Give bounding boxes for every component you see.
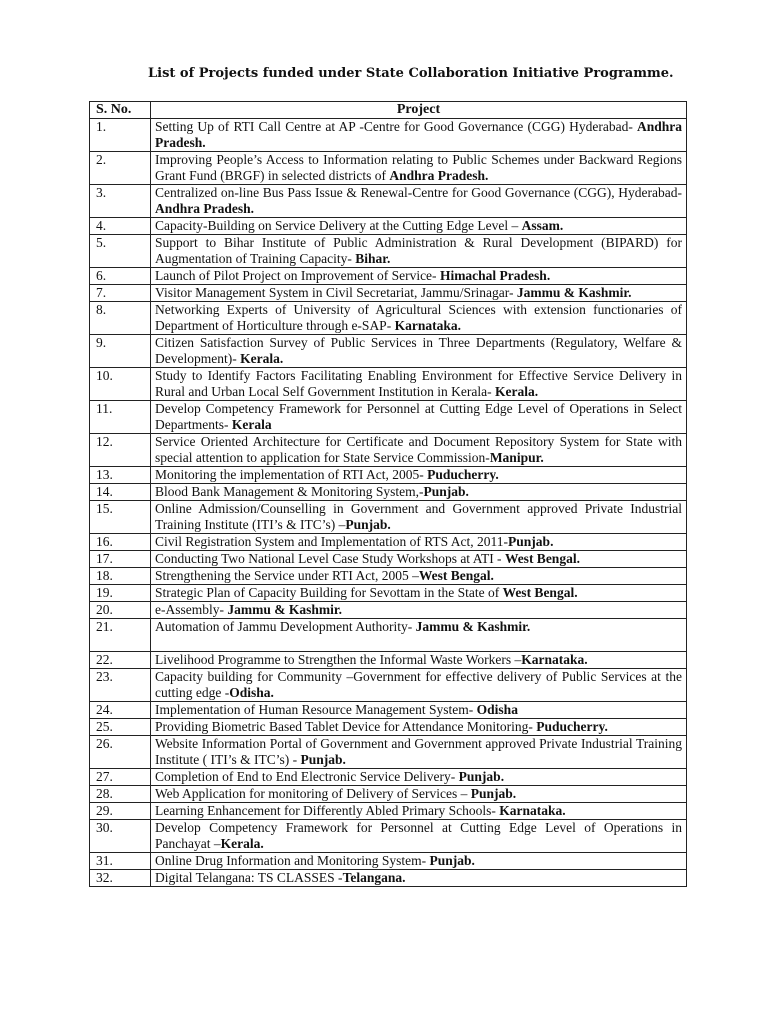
project-state: Punjab bbox=[300, 752, 343, 767]
table-row bbox=[90, 585, 687, 602]
row-number: 23. bbox=[90, 669, 151, 702]
row-number: 11. bbox=[90, 401, 151, 434]
project-description bbox=[151, 335, 687, 368]
table-row bbox=[90, 803, 687, 820]
row-number: 3. bbox=[90, 185, 151, 218]
project-state: Punjab bbox=[345, 517, 388, 532]
project-state-period: . bbox=[550, 534, 554, 549]
project-state-period: . bbox=[471, 853, 475, 868]
project-description bbox=[151, 568, 687, 585]
row-number: 24. bbox=[90, 702, 151, 719]
row-number: 12. bbox=[90, 434, 151, 467]
project-text: Strategic Plan of Capacity Building for Sevottam in the State of bbox=[155, 585, 503, 600]
table-body bbox=[90, 119, 687, 887]
project-description bbox=[151, 119, 687, 152]
project-text: Develop Competency Framework for Personnel at Cutting Edge Level of Operations in Select Departments- bbox=[155, 401, 682, 432]
project-description bbox=[151, 820, 687, 853]
project-state: Karnataka bbox=[499, 803, 563, 818]
table-row bbox=[90, 119, 687, 152]
project-text: Centralized on-line Bus Pass Issue & Renewal-Centre for Good Governance (CGG), Hyderabad- bbox=[155, 185, 682, 200]
project-state: Bihar bbox=[355, 251, 388, 266]
row-number: 20. bbox=[90, 602, 151, 619]
table-row bbox=[90, 185, 687, 218]
row-number: 7. bbox=[90, 285, 151, 302]
project-state: Manipur bbox=[489, 450, 541, 465]
project-text: Providing Biometric Based Tablet Device for Attendance Monitoring- bbox=[155, 719, 537, 734]
project-description bbox=[151, 786, 687, 803]
project-state: Karnataka bbox=[394, 318, 458, 333]
table-row bbox=[90, 786, 687, 803]
project-state: Jammu & Kashmir bbox=[415, 619, 527, 634]
project-state: Kerala bbox=[220, 836, 261, 851]
project-text: Service Oriented Architecture for Certificate and Document Repository System for State with special attention to application for State Service Commission- bbox=[155, 434, 682, 465]
project-state-period: . bbox=[574, 585, 578, 600]
project-state: Karnataka bbox=[521, 652, 585, 667]
project-text: Website Information Portal of Government and Government approved Private Industrial Training Institute ( ITI’s & ITC’s) - bbox=[155, 736, 682, 767]
row-number: 15. bbox=[90, 501, 151, 534]
project-text: Civil Registration System and Implementation of RTS Act, 2011- bbox=[155, 534, 509, 549]
table-row bbox=[90, 268, 687, 285]
project-state: West Bengal bbox=[504, 551, 577, 566]
project-text: Launch of Pilot Project on Improvement of Service- bbox=[155, 268, 440, 283]
project-state: Himachal Pradesh bbox=[439, 268, 547, 283]
row-number: 18. bbox=[90, 568, 151, 585]
table-row bbox=[90, 534, 687, 551]
row-number: 19. bbox=[90, 585, 151, 602]
project-state-period: . bbox=[526, 619, 531, 634]
project-state-period: . bbox=[279, 351, 284, 366]
row-number: 16. bbox=[90, 534, 151, 551]
table-row bbox=[90, 484, 687, 501]
project-state: Puducherry bbox=[427, 467, 496, 482]
projects-table bbox=[89, 101, 687, 887]
project-text: Digital Telangana: TS CLASSES - bbox=[155, 870, 343, 885]
project-text: e-Assembly- bbox=[155, 602, 228, 617]
table-row bbox=[90, 467, 687, 484]
row-number: 8. bbox=[90, 302, 151, 335]
project-description bbox=[151, 853, 687, 870]
row-number: 32. bbox=[90, 870, 151, 887]
project-state: West Bengal bbox=[418, 568, 491, 583]
project-description bbox=[151, 702, 687, 719]
project-description bbox=[151, 602, 687, 619]
project-description bbox=[151, 719, 687, 736]
project-state-period: . bbox=[500, 769, 505, 784]
table-row bbox=[90, 368, 687, 401]
project-description bbox=[151, 803, 687, 820]
table-row bbox=[90, 551, 687, 568]
table-row bbox=[90, 152, 687, 185]
project-state-period: . bbox=[534, 384, 539, 399]
project-state-period: . bbox=[465, 484, 469, 499]
project-description bbox=[151, 652, 687, 669]
project-text: Capacity-Building on Service Delivery at the Cutting Edge Level – bbox=[155, 218, 522, 233]
row-number: 31. bbox=[90, 853, 151, 870]
project-description bbox=[151, 152, 687, 185]
row-number: 5. bbox=[90, 235, 151, 268]
project-state-period: . bbox=[485, 168, 489, 183]
project-state-period: . bbox=[387, 251, 391, 266]
project-text: Networking Experts of University of Agricultural Sciences with extension functionaries of Department of Horticulture through e-SAP- bbox=[155, 302, 682, 333]
project-description bbox=[151, 467, 687, 484]
project-text: Visitor Management System in Civil Secretariat, Jammu/Srinagar- bbox=[155, 285, 517, 300]
project-text: Implementation of Human Resource Management System- bbox=[155, 702, 477, 717]
row-number: 14. bbox=[90, 484, 151, 501]
table-row bbox=[90, 568, 687, 585]
project-text: Setting Up of RTI Call Centre at AP -Centre for Good Governance (CGG) Hyderabad- bbox=[155, 119, 637, 134]
project-state: Odisha bbox=[229, 685, 271, 700]
table-row bbox=[90, 434, 687, 467]
table-row bbox=[90, 820, 687, 853]
project-state: Kerala bbox=[240, 351, 280, 366]
table-row bbox=[90, 853, 687, 870]
table-row bbox=[90, 719, 687, 736]
project-state: West Bengal bbox=[502, 585, 575, 600]
project-text: Blood Bank Management & Monitoring System,- bbox=[155, 484, 424, 499]
table-row bbox=[90, 501, 687, 534]
project-text: Online Drug Information and Monitoring System- bbox=[155, 853, 430, 868]
project-state-period: . bbox=[576, 551, 580, 566]
project-state: Punjab bbox=[429, 853, 472, 868]
project-description bbox=[151, 585, 687, 602]
project-state: Punjab bbox=[458, 769, 501, 784]
table-row bbox=[90, 285, 687, 302]
project-description bbox=[151, 484, 687, 501]
project-description bbox=[151, 235, 687, 268]
project-description bbox=[151, 434, 687, 467]
table-row bbox=[90, 652, 687, 669]
table-row bbox=[90, 218, 687, 235]
row-number: 2. bbox=[90, 152, 151, 185]
project-state: Jammu & Kashmir bbox=[516, 285, 629, 300]
project-state-period: . bbox=[202, 135, 206, 150]
project-text: Conducting Two National Level Case Study Workshops at ATI - bbox=[155, 551, 505, 566]
table-row bbox=[90, 302, 687, 335]
project-state-period: . bbox=[338, 602, 342, 617]
table-row bbox=[90, 769, 687, 786]
project-state: Odisha bbox=[476, 702, 518, 717]
project-description bbox=[151, 401, 687, 434]
project-description bbox=[151, 769, 687, 786]
table-row bbox=[90, 235, 687, 268]
project-state-period: . bbox=[628, 285, 632, 300]
project-state-period: . bbox=[540, 450, 544, 465]
project-state-period: . bbox=[562, 803, 566, 818]
project-state-period: . bbox=[342, 752, 346, 767]
project-description bbox=[151, 736, 687, 769]
project-state: Andhra Pradesh bbox=[155, 119, 682, 150]
project-description bbox=[151, 302, 687, 335]
project-text: Strengthening the Service under RTI Act, 2005 – bbox=[155, 568, 419, 583]
row-number: 6. bbox=[90, 268, 151, 285]
project-state-period: . bbox=[387, 517, 391, 532]
project-state-period: . bbox=[584, 652, 588, 667]
project-state: Punjab bbox=[470, 786, 513, 801]
project-text: Automation of Jammu Development Authority- bbox=[155, 619, 416, 634]
project-state: Punjab bbox=[508, 534, 551, 549]
project-state: Telangana bbox=[342, 870, 403, 885]
row-number: 13. bbox=[90, 467, 151, 484]
row-number: 10. bbox=[90, 368, 151, 401]
row-number: 29. bbox=[90, 803, 151, 820]
project-description bbox=[151, 218, 687, 235]
project-state-period: . bbox=[559, 218, 564, 233]
project-text: Online Admission/Counselling in Government and Government approved Private Industrial Training Institute (ITI’s & ITC’s) – bbox=[155, 501, 682, 532]
project-state-period: . bbox=[457, 318, 461, 333]
row-number: 1. bbox=[90, 119, 151, 152]
project-text: Completion of End to End Electronic Service Delivery- bbox=[155, 769, 459, 784]
table-row bbox=[90, 736, 687, 769]
project-state-period: . bbox=[495, 467, 499, 482]
project-description bbox=[151, 870, 687, 887]
project-state: Andhra Pradesh bbox=[389, 168, 485, 183]
header-sno: S. No. bbox=[90, 102, 151, 119]
project-text: Support to Bihar Institute of Public Administration & Rural Development (BIPARD) for Augmentation of Training Capacity- bbox=[155, 235, 682, 266]
project-text: Learning Enhancement for Differently Abled Primary Schools- bbox=[155, 803, 500, 818]
table-row bbox=[90, 702, 687, 719]
project-state-period: . bbox=[512, 786, 517, 801]
project-text: Web Application for monitoring of Delivery of Services – bbox=[155, 786, 471, 801]
project-description bbox=[151, 619, 687, 652]
project-text: Capacity building for Community –Government for effective delivery of Public Services at the cutting edge - bbox=[155, 669, 682, 700]
row-number: 22. bbox=[90, 652, 151, 669]
project-description bbox=[151, 285, 687, 302]
project-text: Develop Competency Framework for Personnel at Cutting Edge Level of Operations in Panchayat – bbox=[155, 820, 682, 851]
row-number: 21. bbox=[90, 619, 151, 652]
project-state-period: . bbox=[270, 685, 274, 700]
project-state: Assam bbox=[521, 218, 560, 233]
project-state-period: . bbox=[402, 870, 406, 885]
project-state-period: . bbox=[260, 836, 264, 851]
row-number: 30. bbox=[90, 820, 151, 853]
project-state: Punjab bbox=[423, 484, 466, 499]
project-state: Jammu & Kashmir bbox=[227, 602, 339, 617]
project-text: Monitoring the implementation of RTI Act, 2005- bbox=[155, 467, 428, 482]
table-row bbox=[90, 335, 687, 368]
project-description bbox=[151, 185, 687, 218]
row-number: 4. bbox=[90, 218, 151, 235]
project-text: Citizen Satisfaction Survey of Public Services in Three Departments (Regulatory, Welfare & Development)- bbox=[155, 335, 682, 366]
header-project: Project bbox=[151, 102, 687, 119]
project-state: Andhra Pradesh bbox=[155, 201, 251, 216]
project-state: Kerala bbox=[495, 384, 535, 399]
table-row bbox=[90, 619, 687, 652]
table-row bbox=[90, 602, 687, 619]
project-text: Improving People’s Access to Information relating to Public Schemes under Backward Regions Grant Fund (BRGF) in selected districts of bbox=[155, 152, 682, 183]
project-state-period: . bbox=[546, 268, 551, 283]
project-state-period: . bbox=[250, 201, 255, 216]
project-description bbox=[151, 551, 687, 568]
document-title: List of Projects funded under State Collaboration Initiative Programme. bbox=[148, 66, 674, 81]
row-number: 26. bbox=[90, 736, 151, 769]
table-row bbox=[90, 669, 687, 702]
table-row bbox=[90, 870, 687, 887]
row-number: 27. bbox=[90, 769, 151, 786]
project-text: Study to Identify Factors Facilitating Enabling Environment for Effective Service Delivery in Rural and Urban Local Self Government Institution in Kerala- bbox=[155, 368, 682, 399]
row-number: 17. bbox=[90, 551, 151, 568]
project-state-period: . bbox=[490, 568, 494, 583]
project-state: Puducherry bbox=[536, 719, 605, 734]
row-number: 9. bbox=[90, 335, 151, 368]
table-header-row bbox=[90, 102, 687, 119]
project-text: Livelihood Programme to Strengthen the Informal Waste Workers – bbox=[155, 652, 522, 667]
project-description bbox=[151, 501, 687, 534]
project-description bbox=[151, 368, 687, 401]
project-description bbox=[151, 268, 687, 285]
row-number: 25. bbox=[90, 719, 151, 736]
project-state: Kerala bbox=[231, 417, 272, 432]
project-description bbox=[151, 534, 687, 551]
table-row bbox=[90, 401, 687, 434]
project-description bbox=[151, 669, 687, 702]
row-number: 28. bbox=[90, 786, 151, 803]
project-state-period: . bbox=[604, 719, 608, 734]
